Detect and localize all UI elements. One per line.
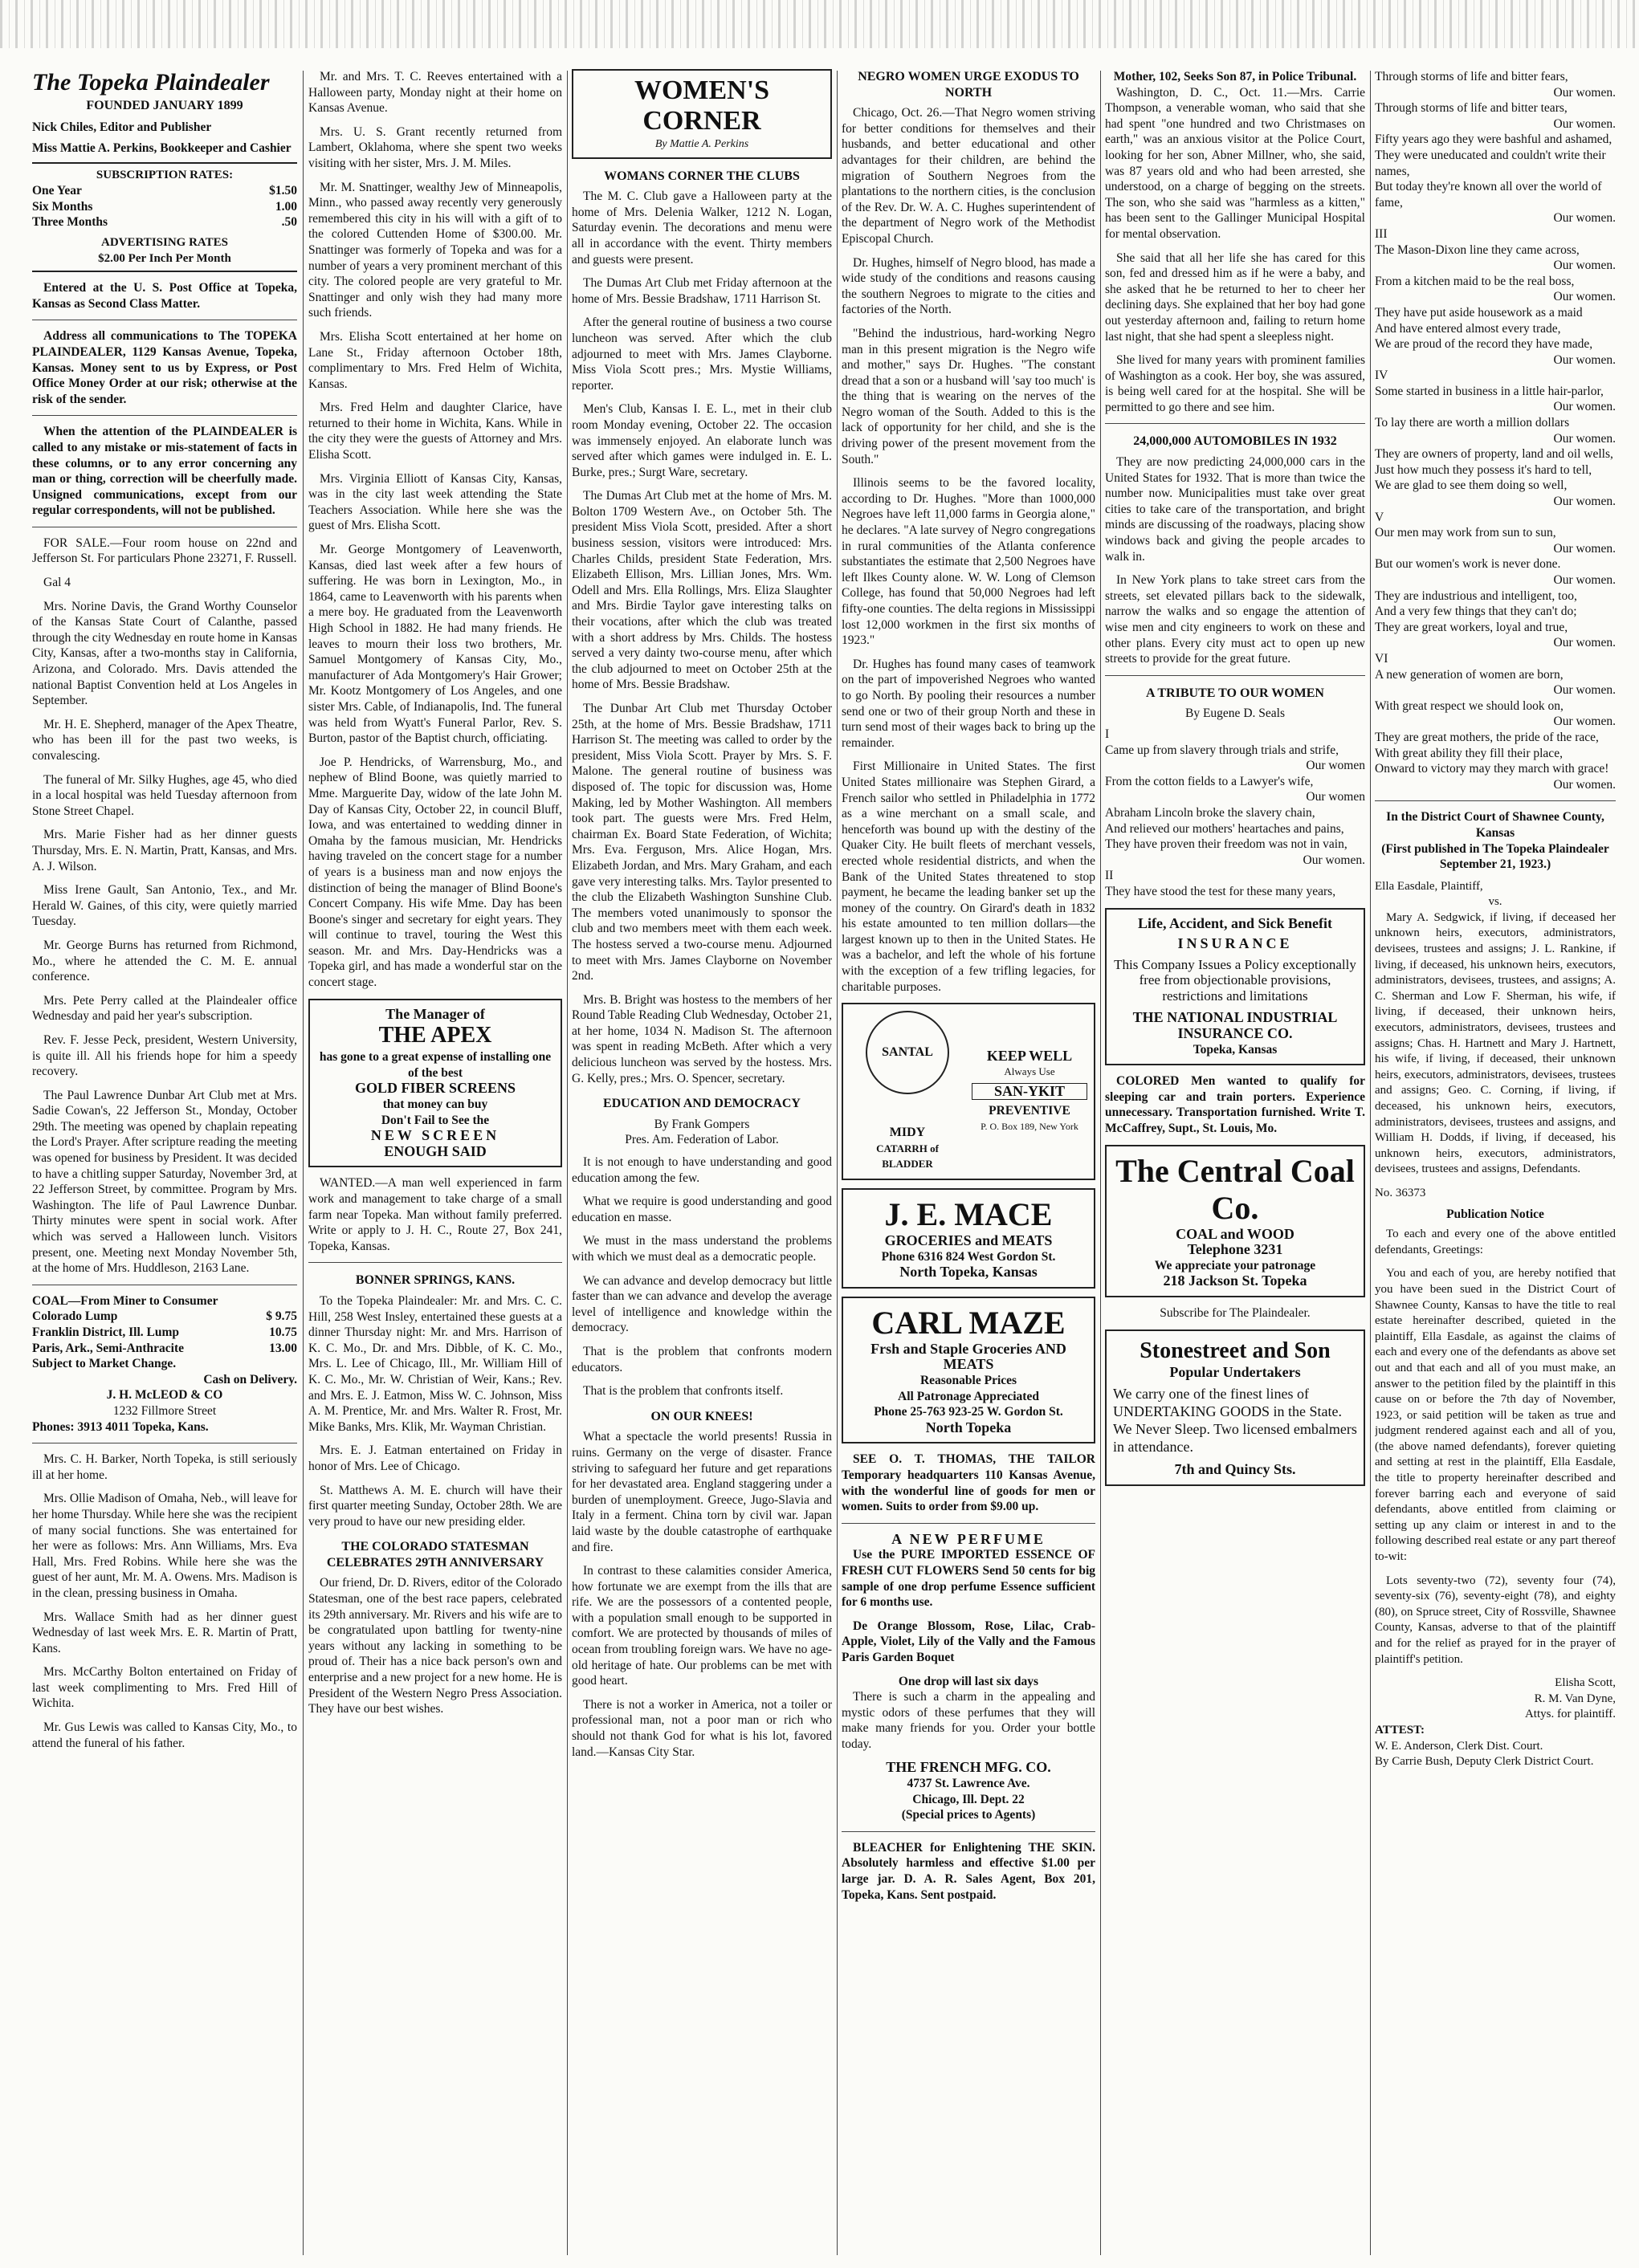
- insurance-ad-text: This Company Issues a Policy exceptionally free from objectionable provisions, restrictions and limitations: [1114, 956, 1356, 1004]
- column-1: [32, 69, 297, 2257]
- news-item: First Millionaire in United States. The first United States millionaire was Stephen Girard, a French sailor who settled in Philadelphia in 1772 as a wine merchant on a small scale, and henceforth was bound up with the destiny of the Quaker City. He built fleets of merchant vessels, erected whole residential districts, and when the Bank of the United States threatened to stop payment, he became the leading banker set up the money of the country. On Girard's death in 1832 his estate amounted to ten million dollars—the largest known up to then in the United States. He was a bachelor, and left the whole of his fortune with the exception of a few trifling legacies, for charitable purposes.: [842, 759, 1095, 994]
- perfume-ad: [842, 1532, 1095, 1823]
- poem-line: But today they're known all over the world of fame,: [1375, 180, 1602, 210]
- poem-line: We are proud of the record they have made,: [1375, 337, 1593, 352]
- news-item: Mrs. Elisha Scott entertained at her home on Lane St., Friday afternoon October 18th, complimentary to Mrs. Fred Helm of Wichita, Kansas.: [308, 329, 562, 391]
- news-item: Mrs. U. S. Grant recently returned from Lambert, Oklahoma, where she spent two weeks visiting with her sister, Mrs. J. M. Miles.: [308, 124, 562, 170]
- news-item: Mr. H. E. Shepherd, manager of the Apex Theatre, who has been ill for the past two weeks, is convalescing.: [32, 717, 297, 763]
- on-our-knees-heading: ON OUR KNEES!: [650, 1409, 753, 1423]
- apex-ad-line: GOLD FIBER SCREENS: [354, 1080, 516, 1097]
- poem-stanza-number: I: [1105, 727, 1110, 741]
- perfume-ad-agents: (Special prices to Agents): [901, 1808, 1036, 1822]
- poem-refrain: Our women.: [1553, 573, 1616, 587]
- coal-cash: Cash on Delivery.: [203, 1372, 297, 1386]
- news-item: Men's Club, Kansas I. E. L., met in their club room Monday evening, October 22. The occasion was immensely enjoyed. An elaborate lunch was served after which games were indulged in. E. L. Burke, pres.; Surgt Ware, secretary.: [572, 402, 832, 479]
- column-3: [572, 69, 832, 2257]
- news-item: They are now predicting 24,000,000 cars in the United States for 1932. That is more than twice the number now. Municipalities must take over great cities to take care of the transportation, and bright minds are discussing of the roadways, placing show windows back and giving the people arcades to walk in.: [1105, 455, 1365, 564]
- womens-corner-banner: [572, 69, 832, 159]
- coal-label: Paris, Ark., Semi-Anthracite: [32, 1341, 184, 1355]
- automobiles-heading: 24,000,000 AUTOMOBILES IN 1932: [1133, 434, 1337, 449]
- column-rule: [1370, 71, 1371, 2255]
- mace-ad-name: J. E. MACE: [884, 1196, 1053, 1233]
- column-2: [308, 69, 562, 2257]
- stonestreet-ad: [1105, 1329, 1365, 1486]
- maze-ad-name: CARL MAZE: [871, 1304, 1066, 1341]
- poem-line: Through storms of life and bitter tears,: [1375, 101, 1568, 116]
- coal-price: 13.00: [269, 1341, 297, 1355]
- rate-price: .50: [281, 215, 297, 230]
- poem-line: A new generation of women are born,: [1375, 667, 1564, 682]
- apex-ad-line: has gone to a great expense of installing one of the best: [319, 1050, 552, 1080]
- court-first-published: (First published in The Topeka Plaindealer September 21, 1923.): [1381, 841, 1609, 872]
- news-item: We can advance and develop democracy but little faster than we can advance and develop the average level of intelligence and knowledge within the democracy.: [572, 1273, 832, 1335]
- poem-line: Our men may work from sun to sun,: [1375, 526, 1556, 540]
- news-item: Mr. Gus Lewis was called to Kansas City, Mo., to attend the funeral of his father.: [32, 1720, 297, 1750]
- advertising-rate: $2.00 Per Inch Per Month: [98, 251, 231, 265]
- maze-ad-patronage: All Patronage Appreciated: [898, 1389, 1039, 1403]
- publication-notice-text: Lots seventy-two (72), seventy four (74), seventy-six (76), seventy-eight (78), and eighty (80), on Spruce street, City of Rossville, Shawnee County, Kansas, adverse to that of the plaintiff and for the relief as prayed for in the prayer of plaintiff's petition.: [1375, 1574, 1616, 1666]
- coal-note: Subject to Market Change.: [32, 1357, 177, 1371]
- insurance-ad-company: THE NATIONAL INDUSTRIAL INSURANCE CO.: [1132, 1009, 1338, 1042]
- perfume-ad-title: A NEW PERFUME: [891, 1530, 1046, 1547]
- news-item: Mrs. E. J. Eatman entertained on Friday in honor of Mrs. Lee of Chicago.: [308, 1443, 562, 1473]
- news-item: FOR SALE.—Four room house on 22nd and Jefferson St. For particulars Phone 23271, F. Russell.: [32, 535, 297, 566]
- poem-refrain: Our women.: [1553, 211, 1616, 226]
- column-6: [1375, 69, 1616, 2257]
- poem-line: And a very few things that they can't do;: [1375, 605, 1577, 619]
- rate-row: [32, 214, 297, 230]
- poem-line: They are great mothers, the pride of the race,: [1375, 730, 1599, 744]
- masthead-founded: FOUNDED JANUARY 1899: [86, 99, 243, 112]
- sanykit-ad: [972, 1048, 1087, 1135]
- news-item: The M. C. Club gave a Halloween party at the home of Mrs. Delenia Walker, 1212 N. Logan, Saturday evenin. The decorations and menu were all in accordance with the event. Thirty members and guests were present.: [572, 189, 832, 267]
- stonestreet-address: 7th and Quincy Sts.: [1174, 1461, 1296, 1478]
- news-item: Mr. George Burns has returned from Richmond, Mo., where he attended the C. M. E. annual conference.: [32, 938, 297, 984]
- mace-grocery-ad: [842, 1188, 1095, 1289]
- divider: [1105, 675, 1365, 676]
- stonestreet-text: We carry one of the finest lines of UNDERTAKING GOODS in the State. We Never Sleep. Two licensed embalmers in attendance.: [1113, 1386, 1357, 1456]
- poem-line: With great respect we should look on,: [1375, 698, 1564, 713]
- mace-ad-phone: Phone 6316 824 West Gordon St.: [881, 1249, 1056, 1264]
- poem-stanza-number: II: [1105, 869, 1114, 883]
- poem-line: Onward to victory may they march with grace!: [1375, 762, 1609, 776]
- news-item: Mrs. McCarthy Bolton entertained on Friday of last week complimenting to Mrs. Fred Hill of Wichita.: [32, 1665, 297, 1711]
- column-5: [1105, 69, 1365, 2257]
- attorney-signature: R. M. Van Dyne,: [1534, 1692, 1616, 1705]
- poem-refrain: Our women.: [1553, 541, 1616, 556]
- court-vs: vs.: [1488, 895, 1502, 909]
- news-item: Our friend, Dr. D. Rivers, editor of the Colorado Statesman, one of the best race papers, celebrated its 29th anniversary. Mr. Rivers and his wife are to be congratulated upon battling for twenty-nine years without any lacking in something to be proud of. Their has a nice back person's own and enterprise and a new project for a new home. He is President of the Western Negro Press Association. They have our best wishes.: [308, 1576, 562, 1716]
- news-item: "Behind the industrious, hard-working Negro man in this present migration is the Negro wife and mother," says Dr. Hughes. "The constant dread that a son or a husband will 'say too much' is the thing that is wearing on the nerves of the Negro woman of the South. Added to this is the lack of opportunity for her child, and she is the driving power of the present movement from the South.": [842, 326, 1095, 466]
- divider: [32, 415, 297, 416]
- central-coal-name: The Central Coal Co.: [1115, 1152, 1355, 1226]
- news-item: She lived for many years with prominent families of Washington as a cook. Her boy, she was assured, is being well cared for at the hospital. She will be permitted to go there and see him.: [1105, 353, 1365, 414]
- divider: [842, 1523, 1095, 1524]
- news-item: Washington, D. C., Oct. 11.—Mrs. Carrie Thompson, a venerable woman, who said that she had spent "one hundred and two Christmases on earth," was an anxious visitor at the Police Court, looking for her son, Abner Millner, who, she said, was 87 years old and who had been arrested, she understood, on a charge of begging on the streets. The son, who she said was "harmless as a kitten," has been sent to the Gallinger Municipal Hospital for mental observation.: [1105, 85, 1365, 241]
- court-heading: In the District Court of Shawnee County, Kansas: [1386, 810, 1604, 840]
- education-byline-sub: Pres. Am. Federation of Labor.: [625, 1133, 779, 1147]
- attorney-signature: Attys. for plaintiff.: [1524, 1708, 1616, 1721]
- santal-ad: [850, 1011, 965, 1172]
- perfume-ad-text: De Orange Blossom, Rose, Lilac, Crab-Apple, Violet, Lily of the Vally and the Famous Paris Garden Boquet: [842, 1619, 1095, 1664]
- preventive-line: PREVENTIVE: [989, 1104, 1070, 1118]
- statesman-heading: THE COLORADO STATESMAN CELEBRATES 29TH ANNIVERSARY: [326, 1540, 544, 1570]
- attention-notice: When the attention of the PLAINDEALER is called to any mistake or mis-statement of facts in these columns, or to any error concerning any man or thing, correction will be cheerfully made. Unsigned communications, except from our regular correspondents, will not be published.: [32, 425, 297, 518]
- negro-women-heading: NEGRO WOMEN URGE EXODUS TO NORTH: [858, 70, 1079, 100]
- rate-label: Three Months: [32, 215, 108, 230]
- news-item: The Paul Lawrence Dunbar Art Club met at Mrs. Sadie Cowan's, 22 Jefferson St., Monday, October 29th. The meeting was opened by chaplain repeating the Lord's Prayer. After scripture reading the meeting was opened for business by President. It was decided to have a chitling supper Saturday, November 3rd, at 22 Jefferson Street, by committee. Program by Mrs. Washington. The life of Paul Lawrence Dunbar. Thirty minutes were spent in social work. After which was served a Halloween lunch. Visitors present, one. Meeting next Monday November 5th, at the home of Mrs. Huddleson, 2163 Lane.: [32, 1088, 297, 1276]
- coal-price: $ 9.75: [266, 1309, 297, 1324]
- rate-label: Six Months: [32, 199, 93, 214]
- column-4: [842, 69, 1095, 2257]
- news-item: After the general routine of business a two course luncheon was served. After which the club adjourned to meet with Mrs. James Clayborne. Miss Viola Scott pres.; Mrs. Mystie Williams, reporter.: [572, 316, 832, 393]
- entered-notice: Entered at the U. S. Post Office at Topeka, Kansas as Second Class Matter.: [32, 281, 297, 311]
- maze-grocery-ad: [842, 1297, 1095, 1444]
- divider: [1105, 423, 1365, 424]
- bonner-springs-heading: BONNER SPRINGS, KANS.: [355, 1273, 516, 1288]
- news-item: What a spectacle the world presents! Russia in ruins. Germany on the verge of disaster. France striving to safeguard her future and get reparations for her devastated area. England staggering under a burden of unemployment. Greece, Jugo-Slavia and Italy in a ferment. China torn by civil war. Japan laid waste by the double catastrophe of earthquake and fire.: [572, 1430, 832, 1554]
- attorney-signature: Elisha Scott,: [1555, 1676, 1616, 1690]
- apex-theatre-ad: [308, 999, 562, 1168]
- education-heading: EDUCATION AND DEMOCRACY: [603, 1097, 801, 1111]
- santal-midy-badge: SANTAL MIDY: [866, 1011, 949, 1094]
- poem-line: And have entered almost every trade,: [1375, 321, 1561, 336]
- rate-price: 1.00: [275, 199, 297, 214]
- tribute-poem: [1105, 727, 1365, 900]
- coal-row: [32, 1309, 297, 1325]
- page-top-edge: [0, 0, 1639, 48]
- news-item: To the Topeka Plaindealer: Mr. and Mrs. C. C. Hill, 258 West Insley, entertained these guests at a dinner Thursday night: Mr. and Mrs. Harrison of K. C. Mo., Dr. and Mrs. Dibble, of K. C. Mo., Mrs. L. Lee of Chicago, Ill., Mr. William Hill of K. C. Mo., Mr. W. Christian of Weir, Kans.; Rev. and Mrs. E. J. Eatmon, Miss W. C. Johnson, Miss A. M. Prentice, Mr. and Mrs. Walter R. Frost, Mr. Mike Banks, Mrs. Klik, Mr. Wayman Christian.: [308, 1293, 562, 1434]
- attest-line: W. E. Anderson, Clerk Dist. Court.: [1375, 1739, 1543, 1753]
- news-item: She said that all her life she has cared for this son, fed and dressed him as if he were a baby, and she asked that he be returned to her to cheer her declining days. She explained that her boy had gone out yesterday afternoon and, failing to return home last night, that she had spent a sleepless night.: [1105, 250, 1365, 344]
- perfume-ad-text: There is such a charm in the appealing and mystic odors of these perfumes that they will make many friends for you. Order your bottle today.: [842, 1690, 1095, 1751]
- subscription-box: [32, 162, 297, 273]
- perfume-ad-city: Chicago, Ill. Dept. 22: [912, 1792, 1025, 1806]
- publication-notice-text: To each and every one of the above entitled defendants, Greetings:: [1375, 1228, 1616, 1256]
- news-item: Dr. Hughes, himself of Negro blood, has made a wide study of the conditions and reasons causing the southern Negroes to migrate to the cities and factories of the North.: [842, 255, 1095, 317]
- poem-line: They were uneducated and couldn't write their names,: [1375, 148, 1606, 178]
- poem-line: To lay there are worth a million dollars: [1375, 416, 1570, 430]
- news-item: It is not enough to have understanding and good education among the few.: [572, 1155, 832, 1185]
- always-use-line: Always Use: [1004, 1065, 1055, 1078]
- poem-refrain: Our women.: [1553, 715, 1616, 729]
- classified-ad: COLORED Men wanted to qualify for sleeping car and train porters. Experience unnecessary. Transportation furnished. Write T. McCaffrey, Supt., St. Louis, Mo.: [1105, 1074, 1365, 1136]
- poem-line: With great ability they fill their place,: [1375, 746, 1563, 760]
- news-item: Mrs. C. H. Barker, North Topeka, is still seriously ill at her home.: [32, 1452, 297, 1482]
- news-item: Gal 4: [43, 576, 71, 590]
- divider: [1375, 800, 1616, 801]
- poem-refrain: Our women.: [1553, 259, 1616, 273]
- maze-ad-line: Frsh and Staple Groceries AND MEATS: [870, 1340, 1066, 1373]
- womens-corner-title: CORNER: [642, 106, 761, 136]
- perfume-ad-text: One drop will last six days: [898, 1674, 1039, 1688]
- tribute-heading: A TRIBUTE TO OUR WOMEN: [1146, 686, 1324, 700]
- insurance-ad-title: INSURANCE: [1177, 935, 1293, 952]
- coal-row: [32, 1325, 297, 1341]
- perfume-ad-address: 4737 St. Lawrence Ave.: [907, 1777, 1030, 1791]
- subscribe-notice: Subscribe for The Plaindealer.: [1160, 1306, 1311, 1320]
- apex-ad-line: NEW SCREEN: [370, 1127, 500, 1144]
- poem-refrain: Our women.: [1553, 290, 1616, 304]
- coal-ad: [32, 1293, 297, 1435]
- poem-stanza-number: IV: [1375, 368, 1388, 383]
- news-item: Mrs. Virginia Elliott of Kansas City, Kansas, was in the city last week attending the State Teachers Association. While here she was the guest of Mrs. Elisha Scott.: [308, 471, 562, 533]
- coal-phones: Phones: 3913 4011 Topeka, Kans.: [32, 1419, 209, 1434]
- masthead-title: The Topeka Plaindealer: [32, 69, 270, 96]
- news-item: In New York plans to take street cars from the streets, set elevated pillars back to the sidewalk, narrow the walks and so engage the attention of wise men and city engineers to work on these and other plans. Every city must act to open up new streets to provide for the great future.: [1105, 573, 1365, 666]
- bleacher-ad: BLEACHER for Enlightening THE SKIN. Absolutely harmless and effective $1.00 per large jar. D. A. R. Sales Agent, Box 201, Topeka, Kans. Sent postpaid.: [842, 1840, 1095, 1902]
- news-item: Mrs. B. Bright was hostess to the members of her Round Table Reading Club Wednesday, October 21, at her home, 1034 N. Madison St. The afternoon was spent in reading McBeth. After which a very delicious luncheon was served by the hostess. Mrs. G. Kelly, pres.; Mrs. O. Spencer, secretary.: [572, 992, 832, 1085]
- poem-line: They are owners of property, land and oil wells,: [1375, 447, 1613, 462]
- news-item: What we require is good understanding and good education en masse.: [572, 1195, 832, 1224]
- insurance-ad: [1105, 908, 1365, 1066]
- poem-refrain: Our women.: [1553, 431, 1616, 446]
- apex-ad-line: ENOUGH SAID: [384, 1142, 487, 1159]
- poem-line: But our women's work is never done.: [1375, 557, 1561, 572]
- poem-line: They are industrious and intelligent, too,: [1375, 588, 1577, 603]
- poem-line: They have stood the test for these many years,: [1105, 884, 1336, 898]
- coal-label: Franklin District, Ill. Lump: [32, 1325, 180, 1339]
- coal-row: [32, 1341, 297, 1357]
- tribute-poem-continued: [1375, 69, 1616, 792]
- news-item: Chicago, Oct. 26.—That Negro women striving for better conditions for themselves and their husbands, and better educational and other advantages for their children, are behind the migration of Southern Negroes from the plantations to the northern cities, is the conclusion of the Rev. Dr. W. A. C. Hughes superintendent of the department of Negro work of the Methodist Episcopal Church.: [842, 106, 1095, 246]
- divider: [842, 1831, 1095, 1832]
- court-plaintiff: Ella Easdale, Plaintiff,: [1375, 879, 1483, 893]
- poem-refrain: Our women.: [1553, 400, 1616, 414]
- poem-refrain: Our women: [1306, 759, 1365, 773]
- news-item: The funeral of Mr. Silky Hughes, age 45, who died in a local hospital was held Tuesday afternoon from Stone Street Chapel.: [32, 772, 297, 818]
- news-headline: Mother, 102, Seeks Son 87, in Police Tribunal.: [1113, 70, 1357, 83]
- clubs-heading: WOMANS CORNER THE CLUBS: [604, 169, 800, 183]
- poem-line: Abraham Lincoln broke the slavery chain,: [1105, 805, 1315, 820]
- news-item: Mrs. Ollie Madison of Omaha, Neb., will leave for her home Thursday. While here she was the recipient of many social functions. She was entertained for her were as follows: Mrs. Ann Williams, Mrs. Eva Hall, Mrs. Fred Robins. While here she was the guest of her aunt, Mr. M. A. Owens. Mrs. Madison is in the clean, pressing business in Omaha.: [32, 1492, 297, 1600]
- news-item: Mr. George Montgomery of Leavenworth, Kansas, died last week after a few hours of suffering. He was born in Lexington, Mo., in 1864, came to Leavenworth with his parents when a mere boy. He graduated from the Leavenworth High School in 1882. He had many friends. He leaves to mourn their loss two brothers, Mr. Samuel Montgomery of Kansas City, Mo., manufacturer of Ada Montgomery's Hair Grower; Mr. Kootz Montgomery of Los Angeles, and one sister Mrs. Cable, of Indianapolis, Ind. The funeral was held from Wyatt's Funeral Parlor, Rev. S. Burton, pastor of the Baptist church, officiating.: [308, 543, 562, 746]
- insurance-ad-city: Topeka, Kansas: [1193, 1042, 1278, 1057]
- poem-refrain: Our women.: [1553, 352, 1616, 367]
- apex-ad-line: that money can buy: [382, 1097, 488, 1112]
- column-rule: [303, 71, 304, 2255]
- santal-ad-sub: CATARRH of BLADDER: [876, 1142, 939, 1171]
- rate-label: One Year: [32, 184, 82, 198]
- poem-refrain: Our women.: [1553, 495, 1616, 509]
- poem-refrain: Our women.: [1553, 116, 1616, 131]
- poem-refrain: Our women.: [1303, 853, 1365, 867]
- news-item: We must in the mass understand the problems with which we must deal as a democratic people.: [572, 1234, 832, 1264]
- mace-ad-city: North Topeka, Kansas: [899, 1264, 1038, 1281]
- classified-ad: WANTED.—A man well experienced in farm work and management to take charge of a small farm near Topeka. Man without family preferred. Write or apply to J. H. C., Route 27, Box 241, Topeka, Kansas.: [308, 1176, 562, 1253]
- news-item: The Dumas Art Club met at the home of Mrs. M. Bolton 1709 Western Ave., on October 5th. The president Miss Viola Scott, presided. After a short business session, visitors were introduced: Mrs. Charles Childs, president State Federation, Mrs. Elizabeth Ellison, Mrs. Lillian Jones, Mrs. Wm. Odell and Mrs. Ella Rollings, Mrs. Eliza Slaughter and Mrs. Birdie Taylor gave interesting talks on their vocations, after which the club was treated with a short address by Mrs. Childs. The hostess served a very dainty two-course menu, after which the club adjourned to meet on October 25th at the home of Mrs. Bessie Bradshaw.: [572, 489, 832, 692]
- poem-line: We are glad to see them doing so well,: [1375, 478, 1568, 493]
- news-item: Rev. F. Jesse Peck, president, Western University, is quite ill. All his friends hope for him a speedy recovery.: [32, 1032, 297, 1079]
- rate-price: $1.50: [269, 184, 297, 198]
- divider: [308, 1262, 562, 1263]
- sanykit-address: P. O. Box 189, New York: [981, 1121, 1078, 1133]
- publication-notice-heading: Publication Notice: [1446, 1207, 1544, 1221]
- court-case-number: No. 36373: [1375, 1186, 1426, 1199]
- stonestreet-line: Popular Undertakers: [1169, 1363, 1301, 1380]
- poem-refrain: Our women: [1306, 790, 1365, 804]
- poem-line: The Mason-Dixon line they came across,: [1375, 242, 1580, 257]
- news-item: Mrs. Pete Perry called at the Plaindealer office Wednesday and paid her year's subscription.: [32, 993, 297, 1024]
- poem-line: Some started in business in a little hair-parlor,: [1375, 384, 1604, 398]
- sanykit-brand: SAN-YKIT: [972, 1083, 1087, 1101]
- poem-refrain: Our women.: [1553, 636, 1616, 650]
- subscription-title: SUBSCRIPTION RATES:: [96, 168, 234, 181]
- attest-line: By Carrie Bush, Deputy Clerk District Court.: [1375, 1755, 1594, 1769]
- news-item: The Dunbar Art Club met Thursday October 25th, at the home of Mrs. Bessie Bradshaw, 1711 Harrison St. The meeting was called to order by the president, Miss Viola Scott. Prayer by Mrs. S. F. Malone. The general routine of business was disposed of. The topic for discussion was, Home Making, led by Mother Washington. All members took part. The guests were Mrs. Fred Helm, chairman Ex. Board State Federation, of Wichita; Mrs. Eva. Ferguson, Mrs. Alice Hogan, Mrs. Elizabeth Jordan, and Mrs. Mary Graham, and each gave very interesting talks. Mrs. Taylor presented to the club the Elizabeth Washington Sunshine Club. The members voted unanimously to sponsor the club and two members meet with them each week. The hostess served a two-course menu. Adjourned to meet with Mrs. James Clayborne on November 2nd.: [572, 702, 832, 983]
- poem-refrain: Our women.: [1553, 777, 1616, 792]
- news-item: Mr. M. Snattinger, wealthy Jew of Minneapolis, Minn., who passed away recently very generously remembered this city in his will with a gift of to the colored Cuttenden Home of $300.00. Mr. Snattinger was formerly of Topeka and was for a number of years a very prominent merchant of this city. The colored people are very grateful to Mr. Snattinger and only wish they had many more such friends.: [308, 180, 562, 320]
- news-item: Joe P. Hendricks, of Warrensburg, Mo., and nephew of Blind Boone, was quietly married to Mme. Marguerite Day, widow of the late John M. Day of Kansas City, October 22, in council Bluff, Iowa, and was entertained to wedding dinner in Omaha by the famous musician, Mr. Hendricks having traveled on the concert stage for a number of years is a business man and now enjoys the distinction of being the manager of Blind Boone's Concert Company. His wife Mme. Day has been Boone's singer and secretary for eight years. They will continue to travel, touring the West this season. Mr. and Mrs. Day-Hendricks was a Topeka girl, and has made a wonderful star on the concert stage.: [308, 755, 562, 990]
- central-coal-ad: [1105, 1145, 1365, 1297]
- apex-ad-line: The Manager of: [385, 1005, 485, 1022]
- news-item: Mrs. Marie Fisher had as her dinner guests Thursday, Mrs. E. N. Martin, Pratt, Kansas, and Mrs. A. J. Wilson.: [32, 828, 297, 873]
- advertising-title: ADVERTISING RATES: [101, 235, 228, 249]
- publication-notice-text: You and each of you, are hereby notified that you have been sued in the District Court of Shawnee County, Kansas to have the title to real estate hereinafter described, quieted in the plaintiff, Ella Easdale, as against the claims of each and every one of the defendants as above set out and that each and all of you must make, an answer to the petition filed by the plaintiff in this cause on or before the 7th day of November, 1923, or said petition will be taken as true and judgment rendered against each and all of you, (the above named defendants), forever quieting and setting at rest in the plaintiff, Ella Easdale, the title to property hereinafter described and forever barring each and everyone of said defendants, above entitled from claiming or setting up any claim or interest in and to the following described real estate or any part thereof to-wit:: [1375, 1267, 1616, 1564]
- coal-ad-title: COAL—From Miner to Consumer: [32, 1293, 218, 1308]
- central-coal-phone: Telephone 3231: [1187, 1241, 1283, 1258]
- news-item: Mrs. Wallace Smith had as her dinner guest Wednesday of last week Mrs. E. R. Martin of Pratt, Kans.: [32, 1610, 297, 1655]
- poem-line: They have proven their freedom was not in vain,: [1105, 837, 1347, 852]
- column-rule: [837, 71, 838, 2255]
- apex-ad-line: Don't Fail to See the: [381, 1113, 490, 1127]
- address-notice: Address all communications to The TOPEKA PLAINDEALER, 1129 Kansas Avenue, Topeka, Kansas. Money sent to us by Express, or Post Office Money Order at our risk; otherwise at the risk of the sender.: [32, 329, 297, 406]
- news-item: Mrs. Fred Helm and daughter Clarice, have returned to their home in Wichita, Kans. While in the city they were the guests of Attorney and Mrs. Elisha Scott.: [308, 401, 562, 462]
- poem-line: They have put aside housework as a maid: [1375, 305, 1583, 320]
- poem-line: Through storms of life and bitter fears,: [1375, 70, 1568, 83]
- poem-line: Came up from slavery through trials and strife,: [1105, 743, 1339, 757]
- news-item: In contrast to these calamities consider America, how fortunate we are exempt from the ills that are rife. We are the possessors of a contented people, with a population small enough to be supported in comfort. We are protected by thousands of miles of ocean from troubling foreign wars. We have no age-old heritage of hate. Our problems can be met with good heart.: [572, 1564, 832, 1688]
- womens-corner-byline: By Mattie A. Perkins: [654, 138, 749, 150]
- poem-stanza-number: VI: [1375, 651, 1388, 666]
- news-item: The Dumas Art Club met Friday afternoon at the home of Mrs. Bessie Bradshaw, 1711 Harrison St.: [572, 276, 832, 306]
- maze-ad-prices: Reasonable Prices: [919, 1374, 1017, 1387]
- coal-street: 1232 Fillmore Street: [112, 1403, 217, 1418]
- poem-stanza-number: V: [1375, 510, 1384, 524]
- column-rule: [567, 71, 568, 2255]
- poem-line: They are great workers, loyal and true,: [1375, 620, 1568, 634]
- news-item: That is the problem that confronts itself.: [583, 1384, 784, 1399]
- central-coal-appreciate: We appreciate your patronage: [1154, 1258, 1316, 1272]
- coal-price: 10.75: [269, 1325, 297, 1339]
- poem-stanza-number: III: [1375, 226, 1388, 241]
- poem-line: Fifty years ago they were bashful and ashamed,: [1375, 132, 1612, 147]
- perfume-ad-firm: THE FRENCH MFG. CO.: [886, 1759, 1051, 1776]
- apex-ad-name: THE APEX: [378, 1023, 492, 1048]
- rate-row: [32, 199, 297, 215]
- keep-well-heading: KEEP WELL: [986, 1047, 1073, 1064]
- poem-line: From a kitchen maid to be the real boss,: [1375, 274, 1575, 288]
- stonestreet-name: Stonestreet and Son: [1140, 1338, 1331, 1363]
- central-coal-line: COAL and WOOD: [1176, 1225, 1294, 1242]
- tailor-ad: SEE O. T. THOMAS, THE TAILOR Temporary headquarters 110 Kansas Avenue, with the wonderful line of goods for men or women. Suits to order from $9.00 up.: [842, 1452, 1095, 1514]
- mace-ad-line: GROCERIES and MEATS: [884, 1232, 1053, 1249]
- poem-line: From the cotton fields to a Lawyer's wife,: [1105, 774, 1314, 788]
- santal-sanykit-ad: [842, 1003, 1095, 1180]
- womens-corner-title: WOMEN'S: [634, 75, 770, 105]
- column-rule: [1100, 71, 1101, 2255]
- news-item: There is not a worker in America, not a toiler or professional man, not a poor man or rich who should not thank God for what is his lot, favored land.—Kansas City Star.: [572, 1697, 832, 1759]
- central-coal-address: 218 Jackson St. Topeka: [1163, 1272, 1307, 1289]
- court-defendants: Mary A. Sedgwick, if living, if deceased her unknown heirs, executors, administrators, devisees, trustees and assigns; J. L. Rankine, if living, if deceased, his unknown heirs, executors, administrators, devisees, trustees, and assigns; A. C. Sherman and Low F. Sherman, his wife, if living, if deceased, their unknown heirs, executors, administrators, devisees, trustees and assigns; Chas. H. Hartnett and Mary J. Hartnett, his wife, if living, if deceased, their unknown heirs, executors, administrators, devisees, trustees and assigns; Geo. C. Corning, if living, if deceased, his unknown heirs, executors, administrators, devisees, trustees and assigns, and William H. Dodds, if living, if deceased, his unknown heirs, executors, administrators, devisees, trustees and assigns, Defendants.: [1375, 910, 1616, 1176]
- poem-line: Just how much they possess it's hard to tell,: [1375, 462, 1592, 477]
- poem-refrain: Our women.: [1553, 85, 1616, 100]
- news-item: Miss Irene Gault, San Antonio, Tex., and Mr. Herald W. Gaines, of this city, were quietly married Tuesday.: [32, 883, 297, 929]
- masthead-bookkeeper: Miss Mattie A. Perkins, Bookkeeper and Cashier: [32, 140, 292, 155]
- rate-row: [32, 183, 297, 199]
- attest-label: ATTEST:: [1375, 1723, 1425, 1737]
- coal-firm: J. H. McLEOD & CO: [106, 1388, 223, 1403]
- tribute-byline: By Eugene D. Seals: [1185, 706, 1285, 721]
- news-item: Mr. and Mrs. T. C. Reeves entertained with a Halloween party, Monday night at their home on Kansas Avenue.: [308, 70, 562, 116]
- news-item: Mrs. Norine Davis, the Grand Worthy Counselor of the Kansas State Court of Calanthe, passed through the city Wednesday en route home in Kansas City, Kansas, after a two-months stay in California, Arizona, and Colorado. Mrs. Davis attended the national Baptist Convention held at Los Angeles in September.: [32, 599, 297, 708]
- news-item: Dr. Hughes has found many cases of teamwork on the part of impoverished Negroes who wanted to go North. By pooling their resources a number send one or two of their group North and these in turn send most of their wages back to bring up the remainder.: [842, 657, 1095, 750]
- news-item: Illinois seems to be the favored locality, according to Dr. Hughes. "More than 1000,000 Negroes have left 11,000 farms in Georgia alone," he declares. "A late survey of Negro congregations in rural communities of the Atlanta conference substantiates the estimate that 2,500 Negroes have left Ilkes County alone. W. W. Long of Clemson College, has found that 50,000 Negroes had left fifty-one counties. The delta regions in Mississippi lost 12,000 workmen in the first six months of 1923.": [842, 476, 1095, 648]
- poem-refrain: Our women.: [1553, 683, 1616, 698]
- coal-label: Colorado Lump: [32, 1309, 118, 1324]
- poem-line: And relieved our mothers' heartaches and pains,: [1105, 821, 1344, 836]
- insurance-ad-line: Life, Accident, and Sick Benefit: [1138, 914, 1332, 931]
- maze-ad-phone: Phone 25-763 923-25 W. Gordon St.: [874, 1405, 1063, 1419]
- maze-ad-city: North Topeka: [925, 1419, 1012, 1435]
- perfume-ad-text: Use the PURE IMPORTED ESSENCE OF FRESH CUT FLOWERS Send 50 cents for big sample of one drop perfume Essence sufficient for 6 months use.: [842, 1548, 1095, 1610]
- news-item: That is the problem that confronts modern educators.: [572, 1344, 832, 1374]
- education-byline: By Frank Gompers: [654, 1117, 750, 1131]
- news-item: St. Matthews A. M. E. church will have their first quarter meeting Sunday, October 28th. We are very proud to have our new presiding elder.: [308, 1483, 562, 1529]
- masthead-editor: Nick Chiles, Editor and Publisher: [32, 120, 212, 134]
